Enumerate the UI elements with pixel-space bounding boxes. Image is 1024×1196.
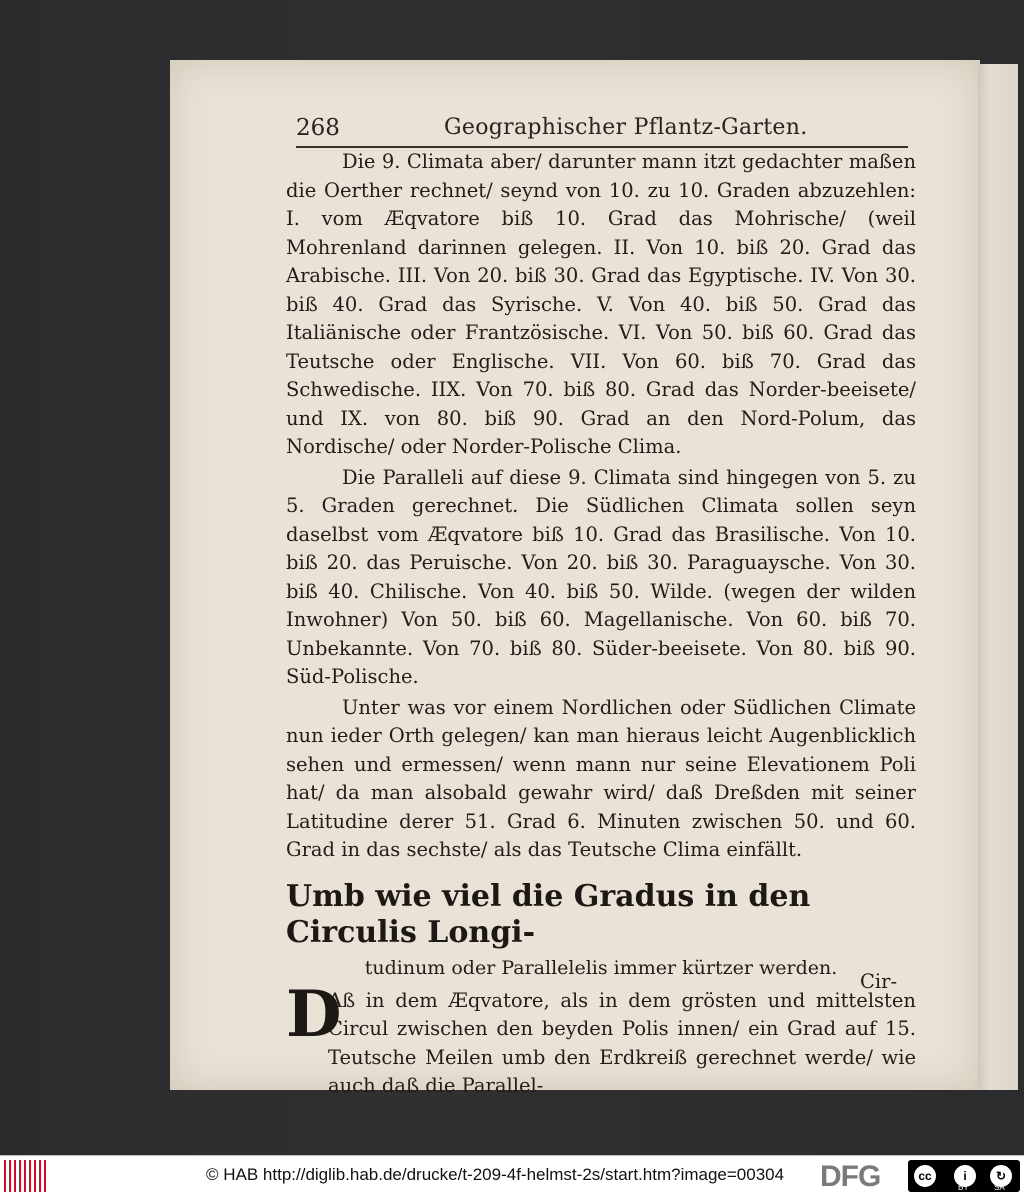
paragraph-paralleli: Die Paralleli auf diese 9. Climata sind hingegen von 5. zu 5. Graden gerechnet. Die Südlichen Climata sollen seyn daselbst vom Æqvatore biß 10. Grad das Brasilische. Von 10. biß 20. das Peruische. Von 20. biß 30. Paraguaysche. Von 30. biß 40. Chilische. Von 40. biß 50. Wilde. (wegen der wilden Inwohner) Von 50. biß 60. Magellanische. Von 60. biß 70. Unbekannte. Von 70. biß 80. Süder-beeisete. Von 80. biß 90. Süd-Polische.: [286, 465, 916, 688]
paragraph-climata: Die 9. Climata aber/ darunter mann itzt gedachter maßen die Oerther rechnet/ seynd von 10. zu 10. Graden abzuzehlen: I. vom Æqvatore biß 10. Grad das Mohrische/ (weil Mohrenland darinnen gelegen. II. Von 10. biß 20. Grad das Arabische. III. Von 20. biß 30. Grad das Egyptische. IV. Von 30. biß 40. Grad das Syrische. V. Von 40. biß 50. Grad das Italiänische oder Frantzösische. VI. Von 50. biß 60. Grad das Teutsche oder Englische. VII. Von 60. biß 70. Grad das Schwedische. IIX. Von 70. biß 80. Grad das Norder-beeisete/ und IX. von 80. biß 90. Grad an den Nord-Polum, das Nordische/ oder Norder-Polische Clima.: [286, 150, 916, 458]
running-title: Geographischer Pflantz-Garten.: [444, 115, 808, 140]
cc-by-label: BY: [958, 1183, 969, 1192]
page-header: [296, 115, 908, 145]
section-heading: Umb wie viel die Gradus in den Circulis Longi-: [286, 878, 811, 950]
catchword: Cir-: [860, 970, 898, 993]
barcode-icon: [4, 1160, 48, 1192]
dfg-logo: DFG: [820, 1160, 881, 1193]
viewer-footer: [0, 1155, 1024, 1196]
page-number: 268: [296, 115, 340, 141]
attribution-link[interactable]: © HAB http://diglib.hab.de/drucke/t-209-4f-helmst-2s/start.htm?image=00304: [206, 1165, 785, 1184]
cc-license-badge[interactable]: [908, 1160, 1020, 1192]
facing-page-edge: [978, 64, 1018, 1090]
section-body: [286, 976, 916, 1101]
cc-icon: cc: [912, 1163, 938, 1189]
section-subheading: tudinum oder Parallelelis immer kürtzer werden.: [364, 956, 838, 979]
sa-icon: ↻: [988, 1163, 1014, 1189]
by-person-icon: i: [952, 1163, 978, 1189]
section-body-text: Aß in dem Æqvatore, als in dem grösten und mittelsten Circul zwischen den beyden Polis innen/ ein Grad auf 15. Teutsche Meilen umb den Erdkreiß gerechnet werde/ wie auch daß die Parallel-: [328, 988, 916, 1097]
page-text: [286, 148, 916, 1103]
dropcap-letter: D: [286, 976, 342, 1052]
paragraph-elevation: Unter was vor einem Nordlichen oder Südlichen Climate nun ieder Orth gelegen/ kan man hieraus leicht Augenblicklich sehen und ermessen/ wenn mann nur seine Elevationem Poli hat/ da man alsobald gewahr wird/ daß Dreßden mit seiner Latitudine derer 51. Grad 6. Minuten zwischen 50. und 60. Grad in das sechste/ als das Teutsche Clima einfällt.: [286, 695, 916, 861]
cc-sa-label: SA: [994, 1183, 1005, 1192]
